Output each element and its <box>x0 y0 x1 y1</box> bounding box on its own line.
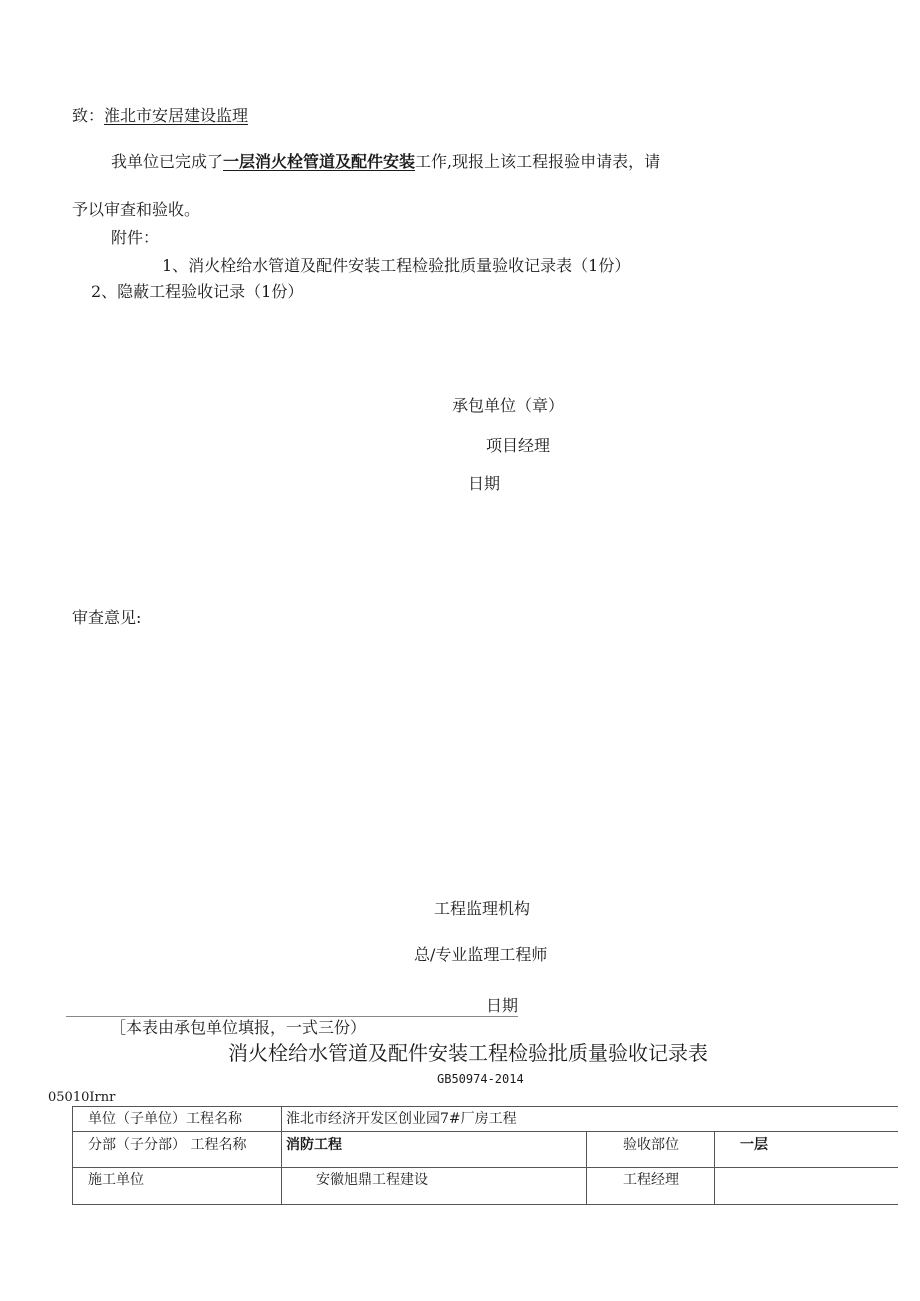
review-opinion-label: 审查意见: <box>72 608 142 627</box>
table-border-bottom <box>72 1204 898 1205</box>
attachment-item-1: 1、消火栓给水管道及配件安装工程检验批质量验收记录表（1份） <box>162 256 631 275</box>
record-code: 05010Irnr <box>48 1090 116 1105</box>
separator-line <box>66 1016 518 1017</box>
table-cell-value: 安徽旭鼎工程建设 <box>316 1172 428 1188</box>
table-col-divider <box>714 1131 715 1205</box>
table-col-divider <box>586 1131 587 1205</box>
table-row-divider <box>72 1131 898 1132</box>
record-title: 消火栓给水管道及配件安装工程检验批质量验收记录表 <box>228 1041 708 1065</box>
body-line-1 <box>111 152 660 172</box>
table-cell-label: 分部（子分部） 工程名称 <box>88 1137 247 1153</box>
work-name: 一层消火栓管道及配件安装 <box>223 152 416 171</box>
table-col-divider <box>281 1106 282 1205</box>
date-label-2: 日期 <box>486 996 519 1015</box>
table-cell-label: 验收部位 <box>623 1137 679 1153</box>
footnote: ［本表由承包单位填报，一式三份） <box>110 1018 367 1037</box>
recipient-line <box>72 106 248 126</box>
table-border-left <box>72 1106 73 1205</box>
body-suffix: 工作,现报上该工程报验申请表，请 <box>415 152 661 171</box>
attachments-label: 附件： <box>111 228 160 247</box>
table-cell-label: 单位（子单位）工程名称 <box>88 1111 242 1127</box>
body-prefix: 我单位已完成了 <box>111 152 224 171</box>
standard-code: GB50974-2014 <box>437 1072 524 1086</box>
date-label-1: 日期 <box>468 474 501 493</box>
project-manager-label: 项目经理 <box>486 436 551 455</box>
table-row-divider <box>72 1167 898 1168</box>
table-cell-label: 工程经理 <box>623 1172 679 1188</box>
recipient-label: 致： <box>72 106 105 125</box>
table-cell-value: 淮北市经济开发区创业园7#厂房工程 <box>286 1111 517 1127</box>
attachment-item-2: 2、隐蔽工程验收记录（1份） <box>91 282 304 301</box>
contractor-seal: 承包单位（章） <box>452 396 565 415</box>
supervision-org-label: 工程监理机构 <box>434 899 531 918</box>
table-cell-value: 一层 <box>740 1137 768 1153</box>
chief-engineer-label: 总/专业监理工程师 <box>414 945 548 964</box>
table-cell-value: 消防工程 <box>286 1137 342 1153</box>
table-cell-label: 施工单位 <box>88 1172 144 1188</box>
body-line-2: 予以审查和验收。 <box>72 200 201 219</box>
recipient-name: 淮北市安居建设监理 <box>104 106 249 125</box>
table-border-top <box>72 1106 898 1107</box>
